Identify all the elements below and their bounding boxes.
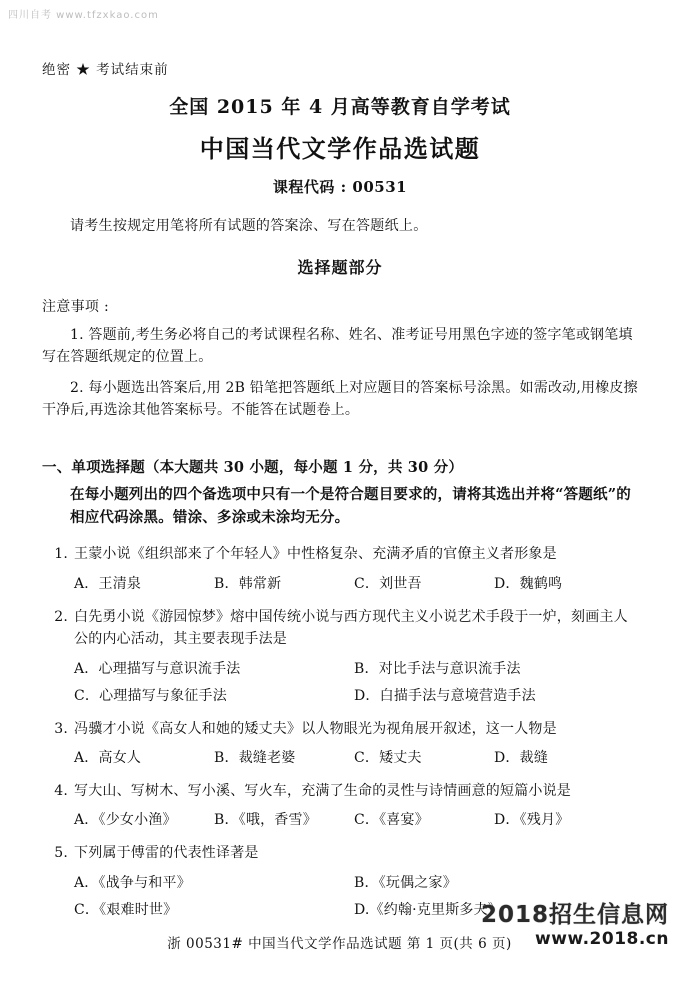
document-content <box>42 58 638 919</box>
question-number: 1. <box>54 546 68 563</box>
option-group <box>42 658 638 705</box>
option-b[interactable]: B．裁缝老婆 <box>214 749 296 766</box>
notice-item-2: 2. 每小题选出答案后,用 2B 铅笔把答题纸上对应题目的答案标号涂黑。如需改动,用橡皮擦干净后,再选涂其他答案标号。不能答在试题卷上。 <box>42 379 638 419</box>
option-row <box>74 573 638 593</box>
option-d[interactable]: D．魏鹤鸣 <box>494 575 563 592</box>
question-text: 王蒙小说《组织部来了个年轻人》中性格复杂、充满矛盾的官僚主义者形象是 <box>74 546 557 563</box>
question-item <box>42 606 638 705</box>
option-row <box>74 872 638 892</box>
option-c[interactable]: C．《艰难时世》 <box>74 901 178 918</box>
page-footer: 浙 00531# 中国当代文学作品选试题 第 1 页(共 6 页) <box>167 936 512 952</box>
option-row <box>74 747 638 767</box>
part-one-heading: 一、单项选择题（本大题共 30 小题，每小题 1 分，共 30 分） <box>42 458 464 476</box>
question-item <box>42 780 638 829</box>
option-a[interactable]: A．《战争与和平》 <box>74 874 191 891</box>
option-b[interactable]: B．《玩偶之家》 <box>354 874 457 891</box>
question-text: 冯骥才小说《高女人和她的矮丈夫》以人物眼光为视角展开叙述，这一人物是 <box>74 720 557 737</box>
question-number: 5. <box>54 845 68 862</box>
question-text: 写大山、写树木、写小溪、写火车，充满了生命的灵性与诗情画意的短篇小说是 <box>74 782 571 799</box>
option-row <box>74 809 638 829</box>
question-number: 4. <box>54 782 68 799</box>
option-b[interactable]: B．对比手法与意识流手法 <box>354 660 521 677</box>
option-group <box>42 809 638 829</box>
option-b[interactable]: B．《哦，香雪》 <box>214 812 317 829</box>
question-stem <box>42 718 638 740</box>
option-group <box>42 573 638 593</box>
option-b[interactable]: B．韩常新 <box>214 575 282 592</box>
option-c[interactable]: C．矮丈夫 <box>354 749 422 766</box>
page-title: 中国当代文学作品选试题 <box>199 134 481 163</box>
question-stem <box>42 842 638 864</box>
exam-instruction: 请考生按规定用笔将所有试题的答案涂、写在答题纸上。 <box>70 218 428 234</box>
option-group <box>42 747 638 767</box>
notice-heading: 注意事项 : <box>42 299 109 315</box>
question-item <box>42 718 638 767</box>
option-d[interactable]: D．裁缝 <box>494 749 549 766</box>
option-d[interactable]: D.《约翰·克里斯多夫》 <box>354 901 503 918</box>
option-a[interactable]: A．心理描写与意识流手法 <box>74 660 241 677</box>
watermark-top-left: 四川自考 www.tfzxkao.com <box>8 10 159 21</box>
option-a[interactable]: A．《少女小渔》 <box>74 812 177 829</box>
question-stem <box>42 780 638 802</box>
option-c[interactable]: C．心理描写与象征手法 <box>74 687 227 704</box>
option-d[interactable]: D．白描手法与意境营造手法 <box>354 687 536 704</box>
question-number: 3. <box>54 720 68 737</box>
question-item <box>42 543 638 592</box>
part-one-subheading: 在每小题列出的四个备选项中只有一个是符合题目要求的，请将其选出并将“答题纸”的相应代码涂黑。错涂、多涂或未涂均无分。 <box>70 485 631 527</box>
watermark-site-name: 2018招生信息网 <box>480 901 669 928</box>
exam-title-line1: 全国 2015 年 4 月高等教育自学考试 <box>169 96 511 118</box>
question-stem <box>42 543 638 565</box>
option-a[interactable]: A．王清泉 <box>74 575 142 592</box>
secret-notice: 绝密 ★ 考试结束前 <box>42 62 169 78</box>
question-stem <box>42 606 638 651</box>
option-c[interactable]: C．刘世吾 <box>354 575 422 592</box>
option-c[interactable]: C．《喜宴》 <box>354 812 429 829</box>
question-number: 2. <box>54 608 68 625</box>
option-d[interactable]: D．《残月》 <box>494 812 570 829</box>
question-text: 下列属于傅雷的代表性译著是 <box>74 845 259 862</box>
option-a[interactable]: A．高女人 <box>74 749 142 766</box>
section-title: 选择题部分 <box>297 258 383 277</box>
watermark-bottom-right <box>481 903 669 950</box>
course-code: 课程代码 : 00531 <box>272 178 408 196</box>
watermark-site-url: www.2018.cn <box>535 928 669 949</box>
option-row <box>74 658 638 678</box>
notice-item-1: 1. 答题前,考生务必将自己的考试课程名称、姓名、准考证号用黑色字迹的签字笔或钢笔填写在答题纸规定的位置上。 <box>42 327 633 366</box>
option-row <box>74 685 638 705</box>
question-text: 白先勇小说《游园惊梦》熔中国传统小说与西方现代主义小说艺术手段于一炉，刻画主人公的内心活动，其主要表现手法是 <box>74 608 628 648</box>
